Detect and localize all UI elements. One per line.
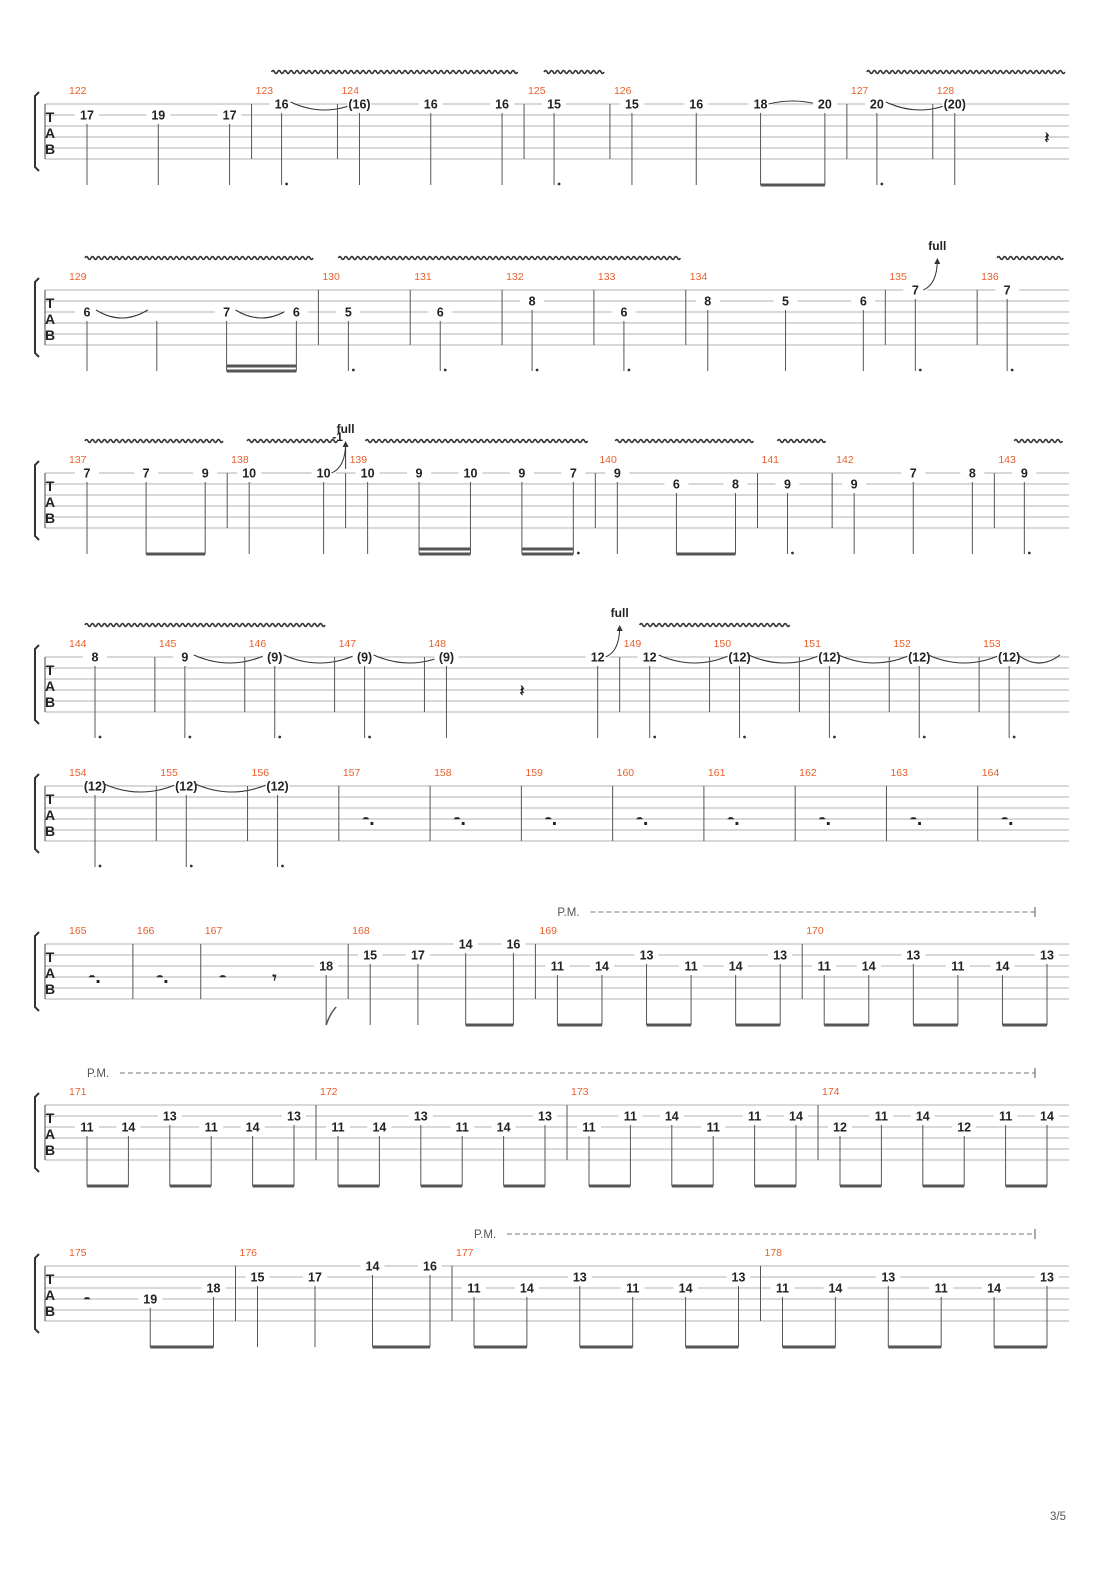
fret-number: 9 [415, 466, 423, 481]
rest-symbol: 𝄼. [545, 810, 558, 829]
fret-number: 13 [287, 1109, 301, 1124]
fret-number: 12 [590, 650, 605, 665]
measure-number: 158 [434, 767, 452, 779]
fret-number: (9) [438, 650, 455, 665]
measure-number: 166 [136, 925, 155, 937]
fret-number: 17 [410, 948, 425, 963]
fret-number: 9 [850, 477, 858, 492]
measure-number: 146 [248, 638, 267, 650]
fret-number: 15 [363, 948, 378, 963]
measure-number: 149 [623, 638, 642, 650]
fret-number: 14 [678, 1281, 693, 1296]
fret-number: 13 [881, 1270, 896, 1285]
measure-number: 164 [981, 767, 1000, 779]
rest-symbol: 𝄼. [88, 968, 102, 987]
system-bracket [35, 92, 39, 171]
fret-number: 11 [623, 1109, 638, 1124]
tie-arc [838, 655, 910, 663]
fret-number: 17 [308, 1270, 322, 1285]
duration-dot [285, 183, 288, 186]
vibrato-wave [366, 440, 588, 443]
fret-number: 6 [436, 305, 444, 320]
measure-number: 144 [69, 638, 87, 650]
tab-clef-letter: T [45, 1271, 55, 1287]
duration-dot [1013, 736, 1016, 739]
system-bracket [35, 1254, 39, 1333]
measure-number: 130 [322, 271, 340, 283]
bend-arrowhead [934, 258, 940, 264]
fret-number: 7 [1003, 283, 1011, 298]
duration-dot [923, 736, 926, 739]
fret-number: (16) [348, 97, 371, 112]
tie-arc [284, 655, 356, 663]
fret-number: 14 [496, 1120, 511, 1135]
fret-number: 11 [582, 1120, 596, 1135]
fret-number: 13 [773, 948, 788, 963]
page-number: 3/5 [1050, 1511, 1066, 1523]
duration-dot [190, 865, 193, 868]
duration-dot [352, 369, 355, 372]
fret-number: (12) [728, 650, 751, 665]
fret-number: 14 [1040, 1109, 1054, 1124]
measure-number: 127 [850, 85, 869, 97]
fret-number: 13 [906, 948, 921, 963]
measure-number: 147 [338, 638, 357, 650]
tie-arc [659, 655, 731, 663]
vibrato-wave [247, 440, 337, 443]
fret-number: 10 [242, 466, 257, 481]
measure-number: 159 [525, 767, 543, 779]
measure-number: 175 [69, 1247, 87, 1259]
tab-clef-letter: B [44, 510, 56, 526]
fret-number: 18 [206, 1281, 221, 1296]
bend-amount: full [928, 239, 947, 253]
measure-number: 155 [160, 767, 178, 779]
fret-number: 11 [747, 1109, 762, 1124]
rest-symbol: 𝄽 [519, 681, 525, 700]
measure-number: 156 [251, 767, 270, 779]
fret-number: 15 [624, 97, 639, 112]
slide-arc [769, 101, 817, 104]
vibrato-wave [85, 440, 223, 443]
rest-symbol: 𝄼. [636, 810, 649, 829]
rest-symbol: 𝄽 [1044, 128, 1050, 147]
rest-symbol: 𝄼. [910, 810, 923, 829]
fret-number: 16 [274, 97, 289, 112]
tie-arc [928, 655, 1000, 663]
tab-clef-letter: B [44, 1142, 56, 1158]
tab-clef-letter: A [44, 311, 56, 327]
tie-arc [194, 655, 266, 663]
fret-number: 11 [626, 1281, 640, 1296]
duration-dot [281, 865, 284, 868]
measure-number: 161 [707, 767, 726, 779]
fret-number: 7 [83, 466, 91, 481]
fret-number: 15 [547, 97, 562, 112]
fret-number: 14 [519, 1281, 534, 1296]
bend-amount: full [336, 422, 355, 436]
fret-number: 6 [859, 294, 867, 309]
tab-clef-letter: B [44, 823, 56, 839]
duration-dot [653, 736, 656, 739]
rest-symbol: 𝄼 [83, 1290, 91, 1309]
duration-dot [880, 183, 883, 186]
fret-number: 9 [784, 477, 791, 492]
fret-number: 14 [245, 1120, 260, 1135]
fret-number: 11 [951, 959, 965, 974]
palm-mute-label: P.M. [87, 1068, 110, 1080]
fret-number: 5 [344, 305, 352, 320]
measure-number: 143 [998, 454, 1016, 466]
measure-number: 137 [69, 454, 87, 466]
fret-number: 9 [518, 466, 526, 481]
measure-number: 131 [414, 271, 432, 283]
fret-number: 19 [143, 1292, 158, 1307]
bend-arrowhead [617, 625, 623, 631]
duration-dot [188, 736, 191, 739]
tab-clef-letter: B [44, 694, 56, 710]
measure-number: 128 [936, 85, 955, 97]
measure-number: 176 [239, 1247, 258, 1259]
fret-number: 13 [731, 1270, 746, 1285]
measure-number: 132 [506, 271, 524, 283]
bend-release: -1 [332, 430, 343, 444]
fret-number: 14 [458, 937, 473, 952]
fret-number: 8 [704, 294, 712, 309]
fret-number: 16 [689, 97, 704, 112]
measure-number: 152 [893, 638, 911, 650]
fret-number: 9 [1020, 466, 1028, 481]
system-bracket [35, 932, 39, 1011]
duration-dot [833, 736, 836, 739]
fret-number: 6 [672, 477, 680, 492]
rest-symbol: 𝄼. [819, 810, 832, 829]
duration-dot [536, 369, 539, 372]
fret-number: 10 [316, 466, 331, 481]
fret-number: 11 [874, 1109, 889, 1124]
measure-number: 140 [599, 454, 617, 466]
fret-number: 11 [550, 959, 565, 974]
measure-number: 122 [69, 85, 87, 97]
tab-clef-letter: B [44, 1303, 56, 1319]
fret-number: 9 [201, 466, 209, 481]
tab-clef-letter: A [44, 965, 56, 981]
measure-number: 138 [231, 454, 249, 466]
duration-dot [919, 369, 922, 372]
fret-number: (12) [998, 650, 1021, 665]
duration-dot [1011, 369, 1014, 372]
measure-number: 163 [890, 767, 908, 779]
measure-number: 173 [571, 1086, 589, 1098]
fret-number: 18 [319, 959, 334, 974]
fret-number: 8 [968, 466, 976, 481]
fret-number: 14 [595, 959, 609, 974]
measure-number: 148 [428, 638, 446, 650]
vibrato-wave [867, 71, 1065, 74]
duration-dot [278, 736, 281, 739]
bend-amount: full [610, 606, 629, 620]
vibrato-wave [640, 624, 790, 627]
measure-number: 142 [836, 454, 854, 466]
tab-clef-letter: B [44, 327, 56, 343]
measure-number: 124 [341, 85, 360, 97]
duration-dot [577, 552, 580, 555]
fret-number: 10 [360, 466, 375, 481]
fret-number: 11 [331, 1120, 345, 1135]
fret-number: 6 [83, 305, 91, 320]
tab-clef-letter: T [45, 791, 55, 807]
measure-number: 171 [69, 1086, 87, 1098]
tab-clef-letter: B [44, 981, 56, 997]
fret-number: 16 [423, 97, 438, 112]
fret-number: 13 [572, 1270, 587, 1285]
duration-dot [368, 736, 371, 739]
rest-symbol: 𝄼. [156, 968, 169, 987]
fret-number: 13 [639, 948, 654, 963]
fret-number: 6 [292, 305, 300, 320]
tie-arc [104, 784, 177, 792]
fret-number: 7 [569, 466, 577, 481]
measure-number: 154 [69, 767, 87, 779]
fret-number: 14 [987, 1281, 1002, 1296]
duration-dot [444, 369, 447, 372]
fret-number: (12) [818, 650, 841, 665]
fret-number: 15 [250, 1270, 265, 1285]
duration-dot [1028, 552, 1031, 555]
fret-number: 14 [372, 1120, 387, 1135]
fret-number: 14 [995, 959, 1010, 974]
measure-number: 136 [981, 271, 999, 283]
measure-number: 157 [342, 767, 361, 779]
fret-number: 8 [91, 650, 99, 665]
fret-number: 14 [121, 1120, 136, 1135]
tab-clef-letter: A [44, 125, 56, 141]
vibrato-wave [997, 257, 1063, 260]
tie-arc [1018, 655, 1060, 663]
fret-number: 14 [728, 959, 743, 974]
rest-symbol: 𝄼. [1001, 810, 1014, 829]
fret-number: 12 [957, 1120, 972, 1135]
tab-clef-letter: A [44, 1126, 56, 1142]
tie-arc [236, 310, 288, 318]
rest-symbol: 𝄼. [453, 810, 467, 829]
measure-number: 141 [761, 454, 780, 466]
palm-mute-label: P.M. [557, 907, 580, 919]
fret-number: 8 [732, 477, 739, 492]
fret-number: 12 [642, 650, 657, 665]
measure-number: 167 [204, 925, 223, 937]
fret-number: 17 [222, 108, 237, 123]
fret-number: 7 [911, 283, 919, 298]
fret-number: 9 [181, 650, 189, 665]
duration-dot [628, 369, 631, 372]
fret-number: 7 [142, 466, 150, 481]
fret-number: 11 [467, 1281, 481, 1296]
fret-number: 13 [538, 1109, 552, 1124]
measure-number: 178 [764, 1247, 783, 1259]
system-bracket [35, 278, 39, 357]
measure-number: 134 [689, 271, 708, 283]
tie-arc [749, 655, 821, 663]
vibrato-wave [272, 71, 518, 74]
tab-clef-letter: T [45, 662, 55, 678]
fret-number: 14 [861, 959, 876, 974]
fret-number: 11 [204, 1120, 218, 1135]
fret-number: 18 [753, 97, 768, 112]
measure-number: 174 [822, 1086, 840, 1098]
measure-number: 170 [806, 925, 824, 937]
fret-number: 11 [455, 1120, 469, 1135]
measure-number: 172 [320, 1086, 338, 1098]
vibrato-wave [544, 71, 604, 74]
tab-clef-letter: A [44, 1287, 56, 1303]
measure-number: 133 [597, 271, 616, 283]
fret-number: 11 [706, 1120, 720, 1135]
fret-number: (9) [267, 650, 283, 665]
system-bracket [35, 1093, 39, 1172]
fret-number: 19 [151, 108, 166, 123]
tab-clef-letter: A [44, 494, 56, 510]
vibrato-wave [778, 440, 826, 443]
system-bracket [35, 774, 39, 853]
system-bracket [35, 461, 39, 540]
fret-number: 13 [162, 1109, 177, 1124]
fret-number: 14 [915, 1109, 930, 1124]
tab-clef-letter: A [44, 678, 56, 694]
fret-number: 13 [1040, 948, 1054, 963]
fret-number: (9) [356, 650, 373, 665]
vibrato-wave [615, 440, 753, 443]
fret-number: 14 [664, 1109, 679, 1124]
measure-number: 139 [349, 454, 368, 466]
duration-dot [99, 736, 102, 739]
tab-clef-letter: B [44, 141, 56, 157]
measure-number: 165 [69, 925, 87, 937]
palm-mute-label: P.M. [473, 1229, 497, 1241]
rest-symbol: 𝄼 [219, 968, 226, 987]
fret-number: (12) [908, 650, 931, 665]
fret-number: 14 [828, 1281, 843, 1296]
fret-number: 11 [934, 1281, 948, 1296]
fret-number: 6 [620, 305, 628, 320]
vibrato-wave [85, 257, 313, 260]
measure-number: 160 [616, 767, 635, 779]
measure-number: 135 [889, 271, 907, 283]
fret-number: 20 [817, 97, 832, 112]
fret-number: (20) [943, 97, 966, 112]
fret-number: 13 [1040, 1270, 1054, 1285]
fret-number: 16 [423, 1259, 437, 1274]
fret-number: 11 [817, 959, 831, 974]
fret-number: (12) [175, 779, 198, 794]
tab-clef-letter: A [44, 807, 56, 823]
fret-number: 12 [833, 1120, 847, 1135]
duration-dot [743, 736, 746, 739]
measure-number: 150 [713, 638, 732, 650]
fret-number: 7 [909, 466, 917, 481]
rest-symbol: 𝄼. [362, 810, 375, 829]
fret-number: 13 [413, 1109, 428, 1124]
measure-number: 169 [539, 925, 557, 937]
measure-number: 177 [455, 1247, 474, 1259]
measure-number: 125 [528, 85, 546, 97]
fret-number: 11 [80, 1120, 94, 1135]
measure-number: 168 [352, 925, 370, 937]
fret-number: 17 [80, 108, 94, 123]
fret-number: 14 [365, 1259, 380, 1274]
measure-number: 145 [158, 638, 177, 650]
measure-number: 123 [255, 85, 274, 97]
fret-number: 16 [495, 97, 510, 112]
tab-clef-letter: T [45, 478, 55, 494]
tie-arc [96, 310, 148, 318]
fret-number: 11 [684, 959, 698, 974]
measure-number: 162 [799, 767, 817, 779]
measure-number: 129 [69, 271, 87, 283]
system-bracket [35, 645, 39, 724]
fret-number: 11 [775, 1281, 790, 1296]
measure-number: 126 [613, 85, 632, 97]
vibrato-wave [1014, 440, 1062, 443]
fret-number: 20 [869, 97, 884, 112]
rest-symbol: 𝄼. [727, 810, 741, 829]
duration-dot [558, 183, 561, 186]
fret-number: 9 [613, 466, 621, 481]
fret-number: 14 [789, 1109, 803, 1124]
duration-dot [99, 865, 102, 868]
fret-number: 8 [528, 294, 536, 309]
tab-clef-letter: T [45, 1110, 55, 1126]
measure-number: 151 [803, 638, 821, 650]
fret-number: (12) [83, 779, 107, 794]
measure-number: 153 [983, 638, 1001, 650]
note-flag [326, 1007, 336, 1025]
tie-arc [195, 784, 268, 792]
vibrato-wave [85, 624, 325, 627]
vibrato-wave [338, 257, 680, 260]
fret-number: 10 [463, 466, 478, 481]
fret-number: 5 [782, 294, 790, 309]
duration-dot [791, 552, 794, 555]
tab-clef-letter: T [45, 109, 55, 125]
tab-clef-letter: T [45, 949, 55, 965]
tab-clef-letter: T [45, 295, 55, 311]
fret-number: 7 [223, 305, 231, 320]
fret-number: (12) [266, 779, 289, 794]
fret-number: 11 [998, 1109, 1013, 1124]
rest-symbol: 𝄾 [272, 968, 277, 987]
fret-number: 16 [506, 937, 521, 952]
